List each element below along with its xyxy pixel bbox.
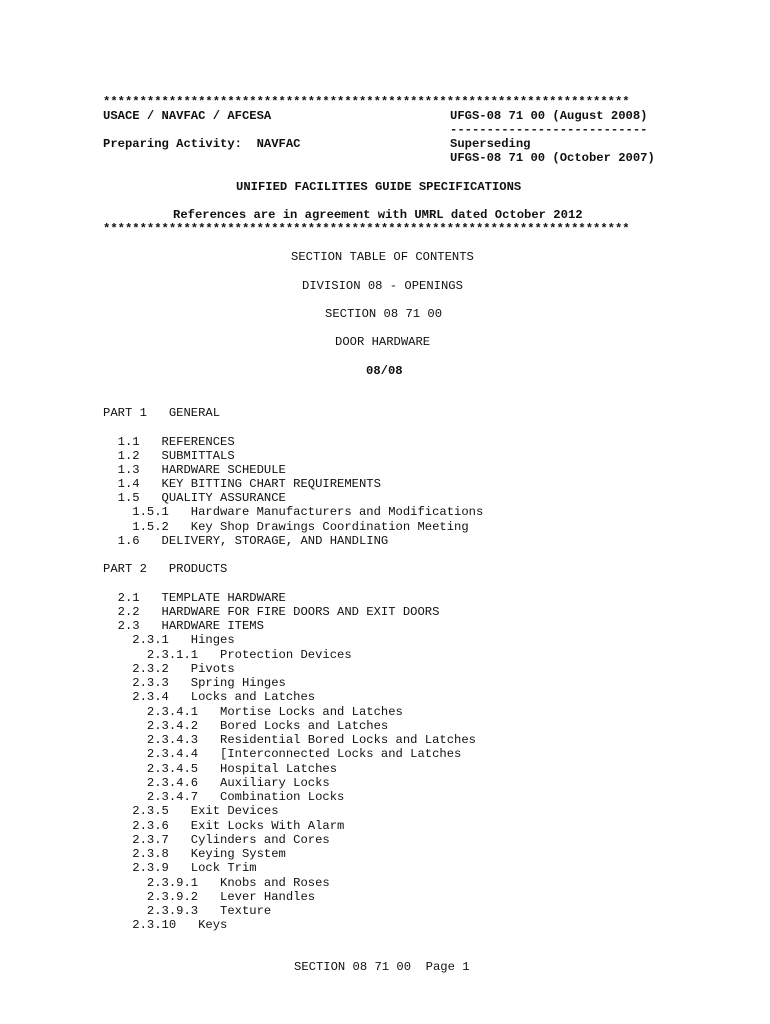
toc-item: 2.3.10 Keys [103,918,228,932]
header-ufgs-number: UFGS-08 71 00 (August 2008) [450,109,648,123]
toc-part-1: PART 1 GENERAL [103,406,221,420]
toc-item: 2.3.1.1 Protection Devices [103,648,352,662]
header-agencies: USACE / NAVFAC / AFCESA [103,109,272,123]
toc-item: 2.3.9.1 Knobs and Roses [103,876,330,890]
toc-item: 2.2 HARDWARE FOR FIRE DOORS AND EXIT DOORS [103,605,440,619]
toc-item: 2.3.3 Spring Hinges [103,676,286,690]
header-title: UNIFIED FACILITIES GUIDE SPECIFICATIONS [236,180,522,194]
toc-item: 2.3.4.5 Hospital Latches [103,762,338,776]
toc-item: 2.3.1 Hinges [103,633,235,647]
toc-item: 1.5 QUALITY ASSURANCE [103,491,286,505]
page-footer: SECTION 08 71 00 Page 1 [294,960,470,974]
toc-item: 1.6 DELIVERY, STORAGE, AND HANDLING [103,534,389,548]
header-superseding: Superseding [450,137,531,151]
section-heading: SECTION 08 71 00 [325,307,443,321]
toc-item: 2.3.4.4 [Interconnected Locks and Latches [103,747,462,761]
section-date: 08/08 [366,364,403,378]
toc-item: 1.2 SUBMITTALS [103,449,235,463]
toc-part-2: PART 2 PRODUCTS [103,562,228,576]
toc-item: 2.3.9.2 Lever Handles [103,890,316,904]
header-preparing-activity: Preparing Activity: NAVFAC [103,137,301,151]
header-rule: --------------------------- [450,123,648,137]
header-references: References are in agreement with UMRL dated October 2012 [173,208,583,222]
toc-item: 2.3.4.3 Residential Bored Locks and Latches [103,733,476,747]
header-superseded-number: UFGS-08 71 00 (October 2007) [450,151,655,165]
toc-item: 2.3 HARDWARE ITEMS [103,619,264,633]
toc-item: 2.3.2 Pivots [103,662,235,676]
section-name: DOOR HARDWARE [335,335,431,349]
toc-heading: SECTION TABLE OF CONTENTS [291,250,474,264]
header-stars-bottom: ************************************************************************ [103,222,630,236]
toc-item: 2.3.9.3 Texture [103,904,272,918]
toc-item: 2.3.5 Exit Devices [103,804,279,818]
toc-item: 2.3.4.1 Mortise Locks and Latches [103,705,403,719]
toc-item: 2.3.9 Lock Trim [103,861,257,875]
toc-item: 2.3.4.6 Auxiliary Locks [103,776,330,790]
toc-item: 2.3.8 Keying System [103,847,286,861]
toc-item: 1.1 REFERENCES [103,435,235,449]
toc-item: 1.3 HARDWARE SCHEDULE [103,463,286,477]
toc-item: 2.3.4.7 Combination Locks [103,790,345,804]
toc-item: 2.1 TEMPLATE HARDWARE [103,591,286,605]
toc-item: 2.3.6 Exit Locks With Alarm [103,819,345,833]
header-stars-top: ************************************************************************ [103,95,630,109]
toc-item: 1.5.1 Hardware Manufacturers and Modifications [103,505,484,519]
toc-item: 2.3.7 Cylinders and Cores [103,833,330,847]
toc-item: 1.4 KEY BITTING CHART REQUIREMENTS [103,477,381,491]
division-heading: DIVISION 08 - OPENINGS [302,279,463,293]
toc-item: 1.5.2 Key Shop Drawings Coordination Meeting [103,520,469,534]
toc-item: 2.3.4 Locks and Latches [103,690,316,704]
toc-item: 2.3.4.2 Bored Locks and Latches [103,719,389,733]
